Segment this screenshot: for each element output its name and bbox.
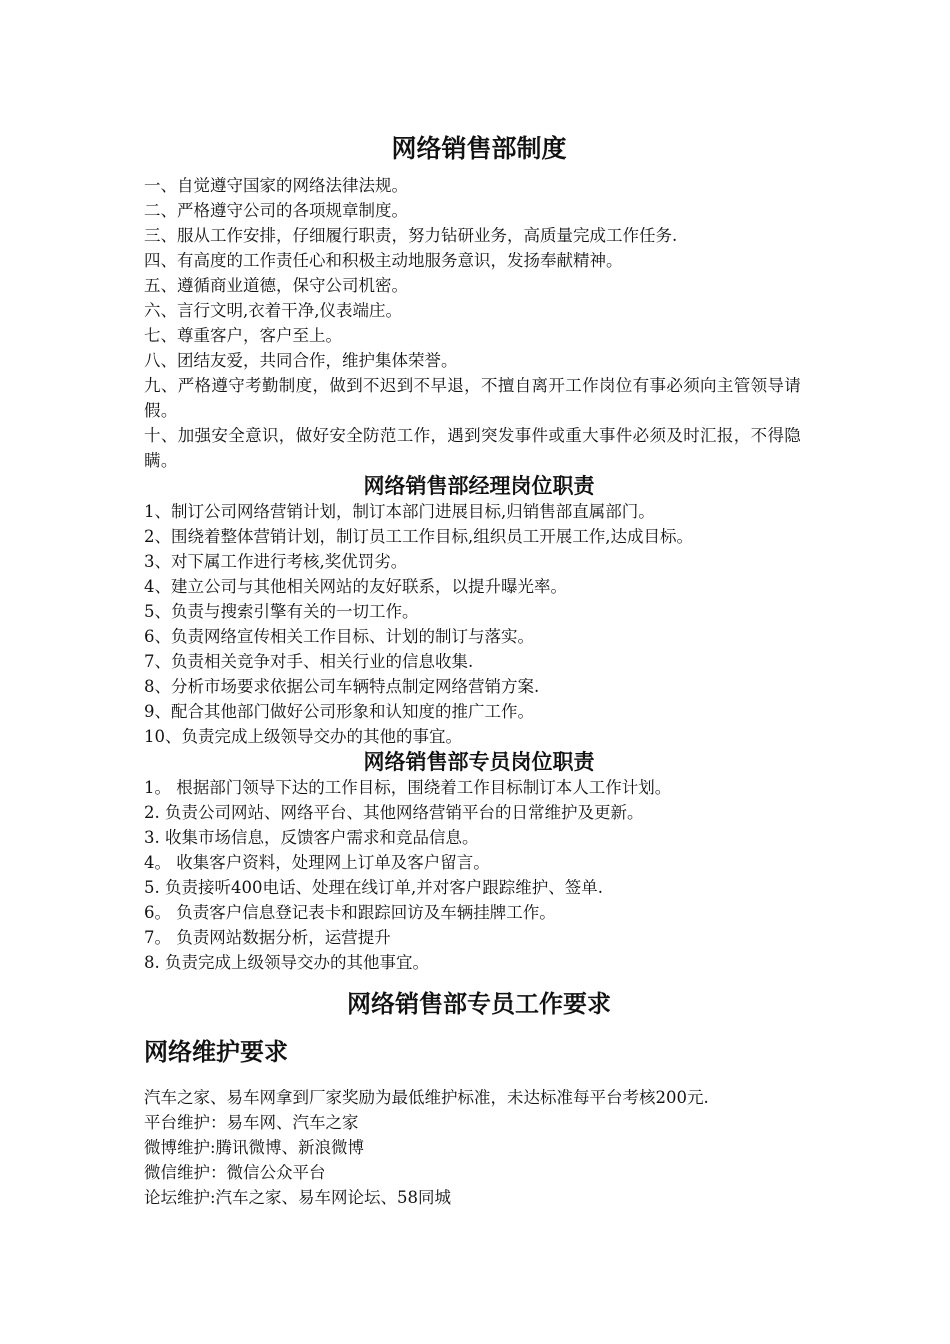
manager-duty-item: 4、建立公司与其他相关网站的友好联系，以提升曝光率。 xyxy=(144,577,567,596)
manager-duty-item: 8、分析市场要求依据公司车辆特点制定网络营销方案. xyxy=(144,677,540,696)
rules-item: 四、有高度的工作责任心和积极主动地服务意识，发扬奉献精神。 xyxy=(144,251,623,270)
specialist-duty-item: 8. 负责完成上级领导交办的其他事宜。 xyxy=(144,953,429,972)
specialist-duty-item: 2. 负责公司网站、网络平台、其他网络营销平台的日常维护及更新。 xyxy=(144,803,644,822)
manager-duties-title: 网络销售部经理岗位职责 xyxy=(363,473,595,498)
rules-item: 三、服从工作安排，仔细履行职责，努力钻研业务，高质量完成工作任务. xyxy=(144,226,678,245)
maintenance-item: 平台维护：易车网、汽车之家 xyxy=(144,1113,359,1132)
specialist-duties-title: 网络销售部专员岗位职责 xyxy=(363,749,595,774)
maintenance-item: 论坛维护:汽车之家、易车网论坛、58同城 xyxy=(144,1188,452,1207)
manager-duty-item: 1、制订公司网络营销计划，制订本部门进展目标,归销售部直属部门。 xyxy=(144,502,655,521)
specialist-duties-list xyxy=(144,775,814,975)
manager-duties-list xyxy=(144,499,814,749)
manager-duty-item: 7、负责相关竞争对手、相关行业的信息收集. xyxy=(144,652,474,671)
maintenance-requirements-list xyxy=(144,1085,814,1210)
rules-item: 九、严格遵守考勤制度，做到不迟到不早退，不擅自离开工作岗位有事必须向主管领导请假。 xyxy=(144,376,802,420)
rules-item: 五、遵循商业道德，保守公司机密。 xyxy=(144,276,408,295)
work-requirements-title: 网络销售部专员工作要求 xyxy=(347,989,611,1018)
manager-duty-item: 6、负责网络宣传相关工作目标、计划的制订与落实。 xyxy=(144,627,534,646)
specialist-duty-item: 4。 收集客户资料，处理网上订单及客户留言。 xyxy=(144,853,490,872)
rules-list xyxy=(144,173,814,473)
rules-item: 七、尊重客户，客户至上。 xyxy=(144,326,342,345)
rules-item: 二、严格遵守公司的各项规章制度。 xyxy=(144,201,408,220)
rules-item: 六、言行文明,衣着干净,仪表端庄。 xyxy=(144,301,402,320)
maintenance-item: 微信维护：微信公众平台 xyxy=(144,1163,326,1182)
specialist-duty-item: 5. 负责接听400电话、处理在线订单,并对客户跟踪维护、签单. xyxy=(144,878,603,897)
manager-duty-item: 3、对下属工作进行考核,奖优罚劣。 xyxy=(144,552,408,571)
rules-title: 网络销售部制度 xyxy=(391,134,567,163)
manager-duty-item: 2、围绕着整体营销计划，制订员工工作目标,组织员工开展工作,达成目标。 xyxy=(144,527,693,546)
specialist-duty-item: 6。 负责客户信息登记表卡和跟踪回访及车辆挂牌工作。 xyxy=(144,903,556,922)
rules-item: 一、自觉遵守国家的网络法律法规。 xyxy=(144,176,408,195)
maintenance-item: 微博维护:腾讯微博、新浪微博 xyxy=(144,1138,365,1157)
maintenance-item: 汽车之家、易车网拿到厂家奖励为最低维护标准，未达标准每平台考核200元. xyxy=(144,1088,709,1107)
manager-duty-item: 5、负责与搜索引擎有关的一切工作。 xyxy=(144,602,419,621)
specialist-duty-item: 1。 根据部门领导下达的工作目标，围绕着工作目标制订本人工作计划。 xyxy=(144,778,672,797)
manager-duty-item: 10、负责完成上级领导交办的其他的事宜。 xyxy=(144,727,462,746)
specialist-duty-item: 7。 负责网站数据分析，运营提升 xyxy=(144,928,391,947)
rules-item: 八、团结友爱，共同合作，维护集体荣誉。 xyxy=(144,351,458,370)
manager-duty-item: 9、配合其他部门做好公司形象和认知度的推广工作。 xyxy=(144,702,534,721)
rules-item: 十、加强安全意识，做好安全防范工作，遇到突发事件或重大事件必须及时汇报，不得隐瞒。 xyxy=(144,426,802,470)
specialist-duty-item: 3. 收集市场信息，反馈客户需求和竞品信息。 xyxy=(144,828,479,847)
document-content xyxy=(144,128,814,1210)
maintenance-requirements-title: 网络维护要求 xyxy=(144,1037,288,1066)
